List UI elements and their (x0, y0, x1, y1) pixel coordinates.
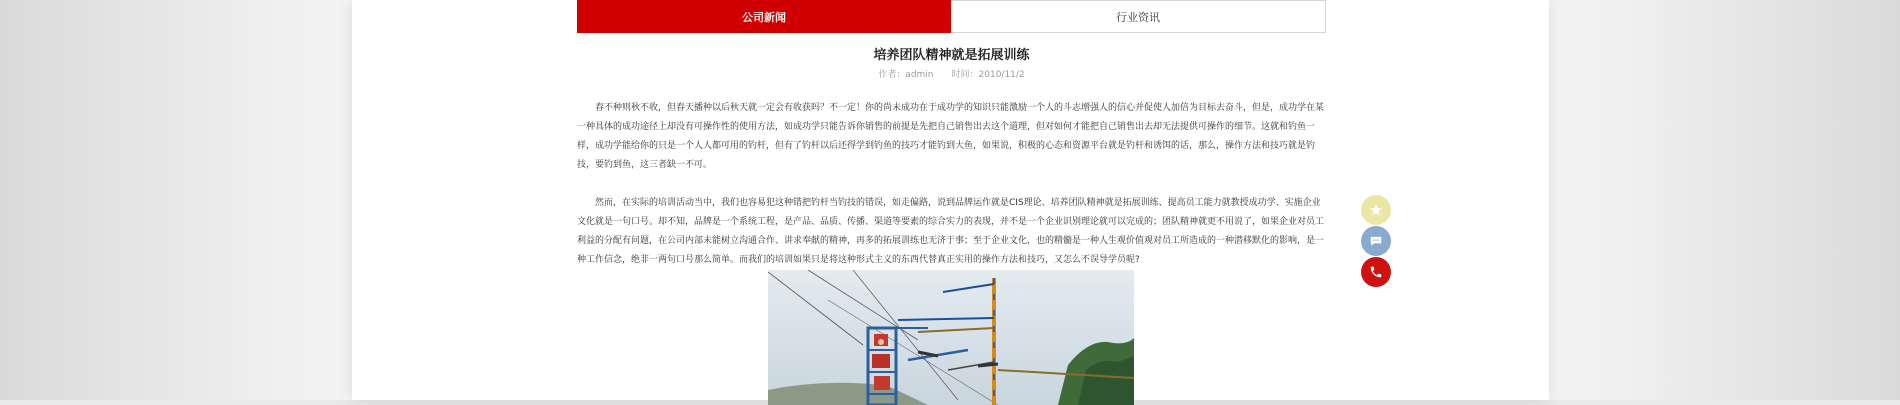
article-body (577, 99, 1326, 270)
tab-label: 公司新闻 (742, 10, 786, 24)
news-tabs (577, 0, 1326, 33)
chat-button[interactable] (1361, 226, 1391, 256)
favorite-button[interactable] (1361, 195, 1391, 225)
article-paragraph: 春不种则秋不收，但春天播种以后秋天就一定会有收获吗？不一定！你的尚未成功在于成功学的知识只能激励一个人的斗志增强人的信心并促使人加倍为目标去奋斗，但是，成功学在某一种具体的成功途径上却没有可操作性的使用方法，如成功学只能告诉你销售的前提是先把自己销售出去这个道理，但对如何才能把自己销售出去却无法提供可操作的细节。这就和钓鱼一样，成功学能给你的只是一个人人都可用的钓杆，但有了钓杆以后还得学到钓鱼的技巧才能钓到大鱼，如果说，积极的心态和资源平台就是钓杆和诱饵的话，那么，操作方法和技巧就是钓技，要钓到鱼，这三者缺一不可。 (577, 103, 1325, 170)
chat-icon (1369, 234, 1383, 248)
article-photo (768, 270, 1134, 405)
tab-industry-news[interactable] (951, 0, 1326, 33)
article-meta (577, 68, 1326, 82)
article-title: 培养团队精神就是拓展训练 (873, 48, 1030, 63)
phone-icon (1369, 265, 1383, 279)
article-author: 作者：admin (878, 70, 934, 80)
ropes-course-photo (768, 270, 1134, 405)
phone-button[interactable] (1361, 257, 1391, 287)
article (577, 46, 1326, 289)
tab-label: 行业资讯 (1116, 10, 1160, 24)
article-date: 时间：2010/11/2 (951, 70, 1025, 80)
article-paragraph: 然而，在实际的培训活动当中，我们也容易犯这种错把钓杆当钓技的错误，如走偏路，说到品牌运作就是CIS理论、培养团队精神就是拓展训练、提高员工能力就教授成功学、实施企业文化就是一句口号。却不知，品牌是一个系统工程，是产品、品质、传播、渠道等要素的综合实力的表现，并不是一个企业识别理论就可以完成的；团队精神就更不用说了，如果企业对员工利益的分配有问题，在公司内部未能树立沟通合作、讲求奉献的精神，再多的拓展训练也无济于事；至于企业文化，也的精髓是一种人生观价值观对员工所造成的一种潜移默化的影响，是一种工作信念，绝非一两句口号那么简单。而我们的培训如果只是将这种形式主义的东西代替真正实用的操作方法和技巧，又怎么不误导学员呢? (577, 198, 1325, 265)
star-icon (1369, 203, 1383, 217)
tab-company-news[interactable] (577, 0, 951, 33)
